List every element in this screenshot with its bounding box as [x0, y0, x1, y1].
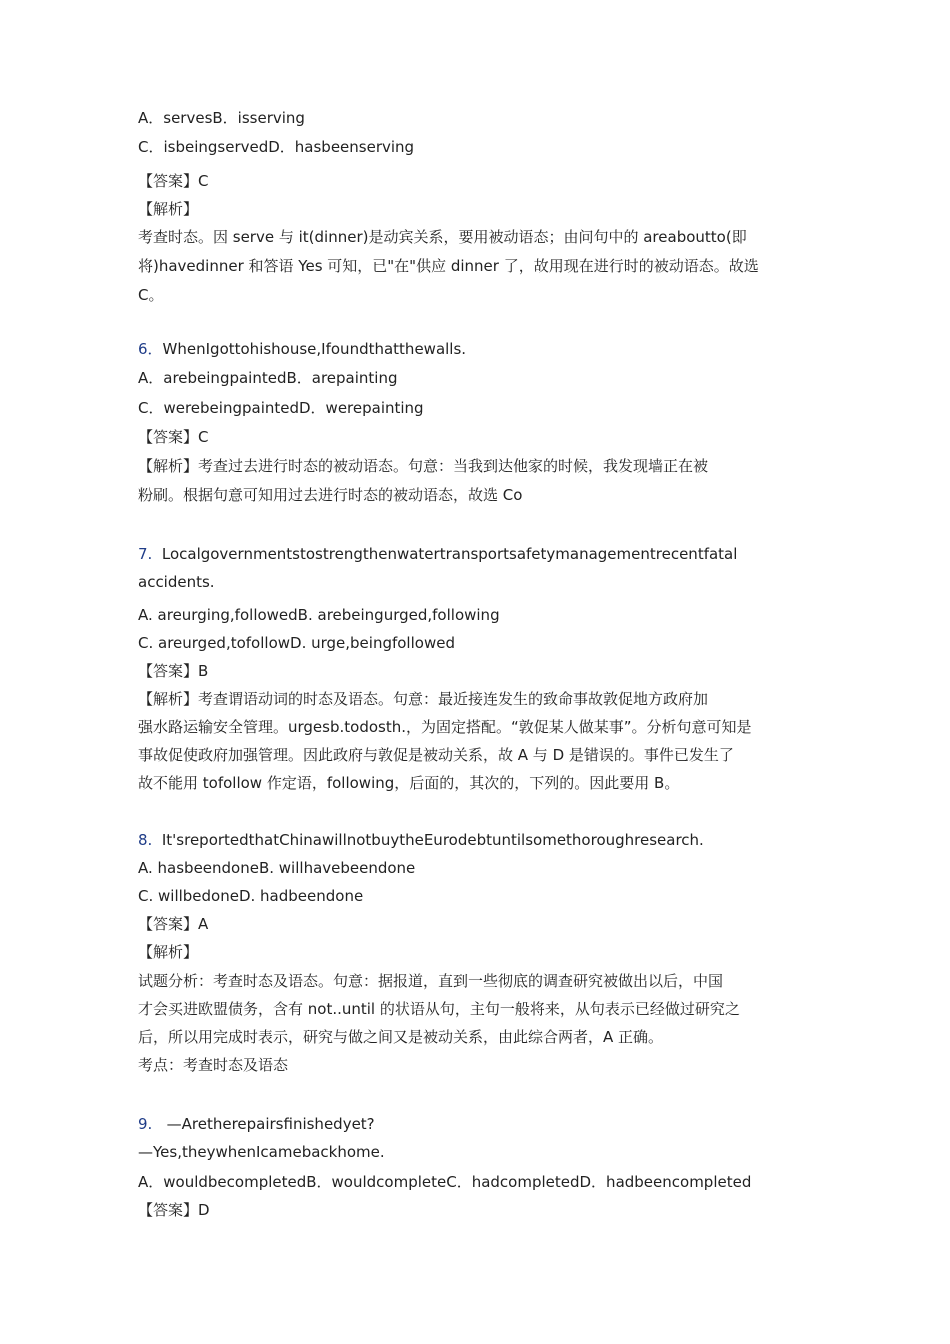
q8-analysis-line-2: 才会买进欧盟债务，含有 not..until 的状语从句，主句一般将来，从句表示已经做过研究之: [138, 1000, 740, 1018]
q7-analysis-line-2: 强水路运输安全管理。urgesb.todosth.，为固定搭配。“敦促某人做某事”。分析句意可知是: [138, 718, 752, 736]
q6-options-ab: A．arebeingpaintedB．arepainting: [138, 369, 398, 387]
q6-analysis-line-1: 【解析】考查过去进行时态的被动语态。句意：当我到达他家的时候，我发现墙正在被: [138, 457, 709, 475]
q5-answer: 【答案】C: [138, 172, 209, 190]
q9-line-1-text: —Aretherepairsfinishedyet?: [166, 1115, 375, 1133]
q9-line-2: —Yes,theywhenIcamebackhome.: [138, 1143, 385, 1161]
q7-analysis-line-4: 故不能用 tofollow 作定语，following，后面的，其次的，下列的。因此要用 B。: [138, 774, 680, 792]
q7-stem-line-2: accidents.: [138, 573, 215, 591]
q9-line-1: [138, 1114, 375, 1134]
q5-options-cd: C．isbeingservedD．hasbeenserving: [138, 138, 415, 156]
q6-number: 6．: [138, 340, 163, 358]
q5-options-ab: A．servesB．isserving: [138, 109, 305, 127]
q8-test-point: 考点：考查时态及语态: [138, 1056, 289, 1074]
q7-number: 7.: [138, 545, 153, 563]
q7-stem-text: Localgovernmentstostrengthenwatertransportsafetymanagementrecentfatal: [161, 545, 738, 563]
q8-analysis-label: 【解析】: [138, 943, 199, 961]
q5-analysis-line-3: C。: [138, 286, 164, 304]
q5-analysis-label: 【解析】: [138, 200, 199, 218]
q7-answer: 【答案】B: [138, 662, 209, 680]
q8-options-ab: A. hasbeendoneB. willhavebeendone: [138, 859, 416, 877]
q8-stem-text: It'sreportedthatChinawillnotbuytheEurodebtuntilsomethoroughresearch.: [161, 831, 704, 849]
q7-stem: [138, 544, 737, 564]
q8-options-cd: C. willbedoneD. hadbeendone: [138, 887, 364, 905]
q7-options-ab: A. areurging,followedB. arebeingurged,following: [138, 606, 500, 624]
q7-analysis-line-3: 事故促使政府加强管理。因此政府与敦促是被动关系，故 A 与 D 是错误的。事件已发生了: [138, 746, 734, 764]
q9-answer: 【答案】D: [138, 1201, 210, 1219]
q8-analysis-line-1: 试题分析：考查时态及语态。句意：据报道，直到一些彻底的调查研究被做出以后，中国: [138, 972, 724, 990]
q6-stem-text: WhenIgottohishouse,Ifoundthatthewalls.: [162, 340, 467, 358]
q6-options-cd: C．werebeingpaintedD．werepainting: [138, 399, 424, 417]
q8-stem: [138, 830, 704, 850]
q9-options: A．wouldbecompletedB．wouldcompleteC．hadcompletedD．hadbeencompleted: [138, 1173, 752, 1191]
q5-analysis-line-2: 将)havedinner 和答语 Yes 可知，已"在"供应 dinner 了，故用现在进行时的被动语态。故选: [138, 257, 759, 275]
q5-analysis-line-1: 考查时态。因 serve 与 it(dinner)是动宾关系，要用被动语态；由问句中的 areaboutto(即: [138, 228, 747, 246]
q8-analysis-line-3: 后，所以用完成时表示，研究与做之间又是被动关系，由此综合两者，A 正确。: [138, 1028, 664, 1046]
q9-number: 9.: [138, 1115, 153, 1133]
q8-answer: 【答案】A: [138, 915, 209, 933]
q6-analysis-line-2: 粉刷。根据句意可知用过去进行时态的被动语态，故选 Co: [138, 486, 523, 504]
q8-number: 8.: [138, 831, 153, 849]
q6-stem: [138, 339, 466, 359]
q7-options-cd: C. areurged,tofollowD. urge,beingfollowed: [138, 634, 455, 652]
q6-answer: 【答案】C: [138, 428, 209, 446]
q7-analysis-line-1: 【解析】考查谓语动词的时态及语态。句意：最近接连发生的致命事故敦促地方政府加: [138, 690, 709, 708]
